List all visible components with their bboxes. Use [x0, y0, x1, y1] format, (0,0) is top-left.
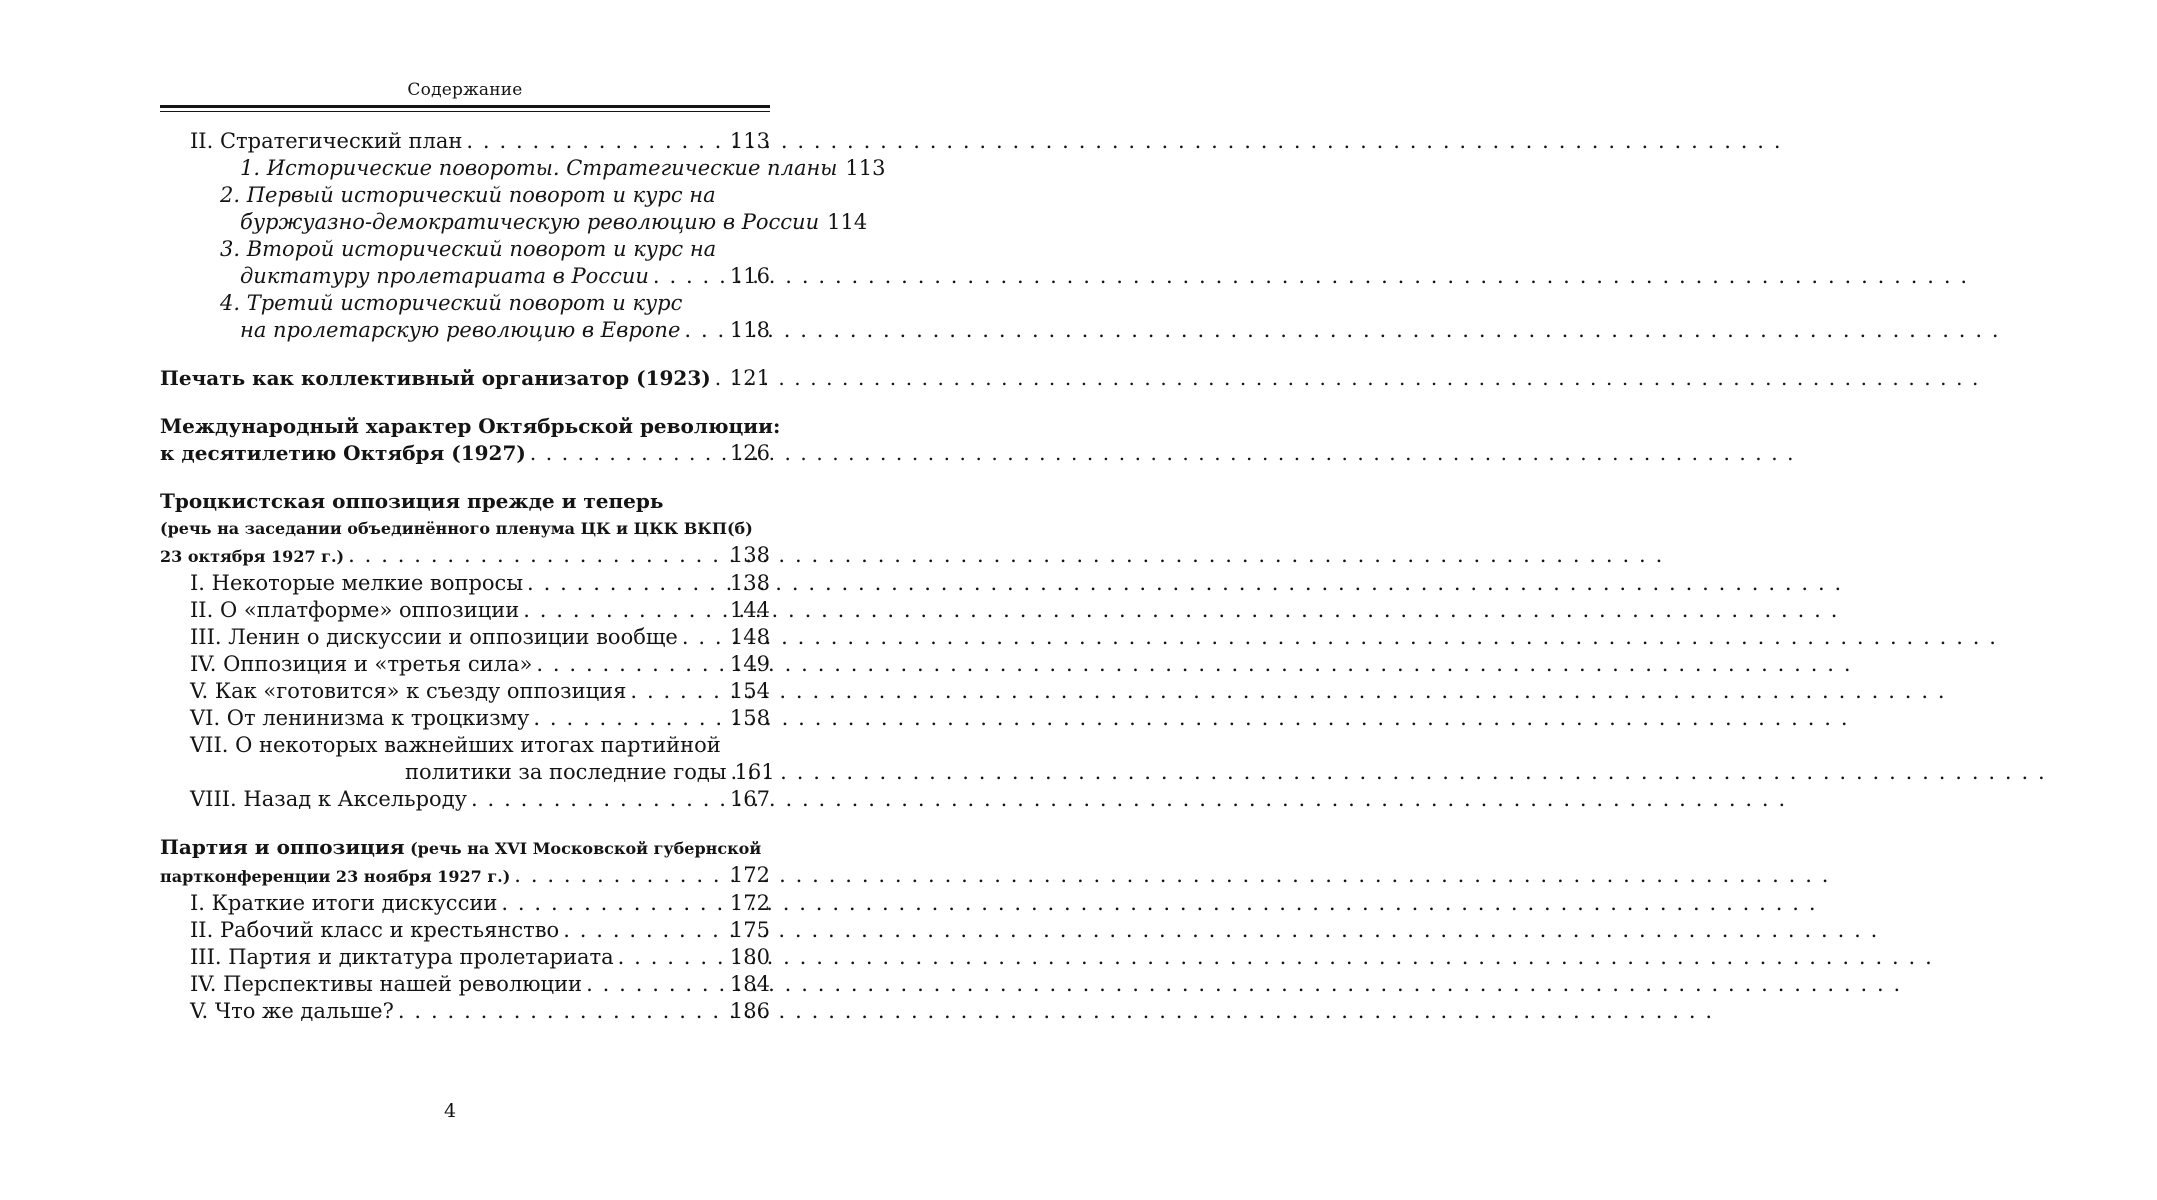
toc-section-line1[interactable] [160, 834, 770, 862]
toc-entry[interactable] [160, 678, 770, 705]
toc-entry-title: II. О «платформе» оппозиции [190, 598, 520, 622]
toc-section-subtitle: (речь на XVI Московской губернской [404, 839, 762, 858]
leader-dots [586, 971, 726, 998]
toc-section-title: к десятилетию Октября (1927) [160, 441, 526, 465]
toc-entry-line1[interactable] [160, 290, 770, 317]
toc-entry-title: VII. О некоторых важнейших итогах партийной [190, 733, 721, 757]
toc-entry-page: 167 [729, 787, 770, 811]
leader-dots [471, 786, 726, 813]
toc-entry-title: буржуазно-демократическую революцию в России [240, 210, 820, 234]
toc-entry-title: IV. Перспективы нашей революции [190, 972, 583, 996]
toc-entry-page: 180 [729, 945, 770, 969]
toc-entry-page: 172 [729, 891, 770, 915]
toc-entry-page: 175 [729, 918, 770, 942]
toc-section-page: 121 [729, 366, 770, 390]
toc-entry-page: 154 [729, 679, 770, 703]
toc-entry[interactable] [160, 944, 770, 971]
toc-section-line1[interactable] [160, 413, 781, 440]
toc-entry-line1[interactable] [160, 236, 770, 263]
toc-entry-title: I. Краткие итоги дискуссии [190, 891, 498, 915]
running-head: Содержание [407, 80, 523, 100]
leader-dots [398, 998, 726, 1025]
toc-entry-title: III. Партия и диктатура пролетариата [190, 945, 614, 969]
toc-entry-title: V. Что же дальше? [190, 999, 394, 1023]
header-rule-thick [160, 105, 770, 108]
toc-entry-title: IV. Оппозиция и «третья сила» [190, 652, 533, 676]
toc-section-line3[interactable] [160, 542, 770, 570]
toc-section-title: Партия и оппозиция [160, 835, 405, 859]
toc-entry[interactable] [160, 786, 770, 813]
toc-entry-page: 118 [729, 318, 770, 342]
toc-entry-title: II. Стратегический план [190, 129, 463, 153]
toc-section-line2[interactable] [160, 440, 770, 467]
toc-entry-title: II. Рабочий класс и крестьянство [190, 918, 560, 942]
leader-dots [527, 570, 726, 597]
toc-entry-title: 1. Исторические повороты. Стратегические планы [240, 156, 838, 180]
leader-dots [653, 263, 726, 290]
leader-dots [536, 651, 726, 678]
toc-entry[interactable] [160, 651, 770, 678]
toc-entry-page: 113 [845, 156, 886, 180]
toc-entry-page: 186 [729, 999, 770, 1023]
toc-entry-line2[interactable] [160, 263, 770, 290]
toc-entry-title: V. Как «готовится» к съезду оппозиция [190, 679, 627, 703]
leader-dots [514, 862, 726, 889]
toc-section-page: 172 [729, 863, 770, 887]
toc-entry-line1[interactable] [160, 182, 770, 209]
toc-entry-title: 2. Первый исторический поворот и курс на [220, 183, 716, 207]
toc-entry[interactable] [160, 890, 770, 917]
toc-entry[interactable] [160, 624, 770, 651]
toc-entry-title: 3. Второй исторический поворот и курс на [220, 237, 717, 261]
toc-entry-page: 184 [729, 972, 770, 996]
toc-section[interactable] [160, 365, 770, 392]
toc-section-title: Международный характер Октябрьской революции: [160, 414, 781, 438]
toc-entry[interactable] [160, 155, 886, 182]
leader-dots [563, 917, 726, 944]
toc-entry[interactable] [160, 971, 770, 998]
leader-dots [501, 890, 726, 917]
toc-entry[interactable] [160, 570, 770, 597]
leader-dots [348, 542, 726, 569]
leader-dots [684, 317, 726, 344]
toc-section-title: Троцкистская оппозиция прежде и теперь [160, 489, 664, 513]
toc-section-subtitle: (речь на заседании объединённого пленума ЦК и ЦКК ВКП(б) [160, 519, 753, 538]
leader-dots [715, 365, 726, 392]
toc-section-line1[interactable] [160, 488, 770, 515]
toc-entry-title: 4. Третий исторический поворот и курс [220, 291, 683, 315]
toc-entry-line1[interactable] [160, 732, 770, 759]
toc-entry-page: 149 [729, 652, 770, 676]
toc-entry-title: VI. От ленинизма к троцкизму [190, 706, 530, 730]
leader-dots [523, 597, 726, 624]
toc-entry-page: 158 [729, 706, 770, 730]
toc-entry-title: I. Некоторые мелкие вопросы [190, 571, 524, 595]
toc-entry-title: диктатуру пролетариата в России [240, 264, 649, 288]
leader-dots [466, 128, 726, 155]
leader-dots [618, 944, 726, 971]
leader-dots [533, 705, 726, 732]
toc-entry-title: политики за последние годы [405, 760, 727, 784]
toc-entry-page: 148 [729, 625, 770, 649]
table-of-contents [160, 128, 886, 1025]
toc-entry-page: 161 [734, 760, 775, 784]
toc-section-page: 126 [729, 441, 770, 465]
toc-section-subtitle: партконференции 23 ноября 1927 г.) [160, 867, 511, 886]
toc-section-line2[interactable] [160, 515, 770, 542]
leader-dots [530, 440, 726, 467]
leader-dots [630, 678, 726, 705]
toc-entry-page: 116 [729, 264, 770, 288]
toc-entry-title: III. Ленин о дискуссии и оппозиции вообще [190, 625, 678, 649]
toc-entry-page: 144 [729, 598, 770, 622]
toc-entry-title: на пролетарскую революцию в Европе [240, 318, 681, 342]
header-rule-thin [160, 111, 770, 112]
toc-section-line2[interactable] [160, 862, 770, 890]
toc-entry[interactable] [160, 597, 770, 624]
toc-entry-page: 114 [827, 210, 868, 234]
toc-entry[interactable] [160, 128, 770, 155]
toc-section-title: Печать как коллективный организатор (1923) [160, 366, 711, 390]
toc-entry[interactable] [160, 917, 770, 944]
toc-entry[interactable] [160, 705, 770, 732]
toc-section-page: 138 [729, 543, 770, 567]
toc-section-subtitle: 23 октября 1927 г.) [160, 547, 345, 566]
toc-entry-page: 113 [729, 129, 770, 153]
toc-entry-line2[interactable] [160, 209, 868, 236]
page-number: 4 [443, 1100, 457, 1122]
leader-dots [682, 624, 726, 651]
toc-entry-line2[interactable] [160, 317, 770, 344]
toc-entry-title: VIII. Назад к Аксельроду [190, 787, 467, 811]
toc-entry-line2[interactable] [160, 759, 775, 786]
toc-entry[interactable] [160, 998, 770, 1025]
toc-entry-page: 138 [729, 571, 770, 595]
